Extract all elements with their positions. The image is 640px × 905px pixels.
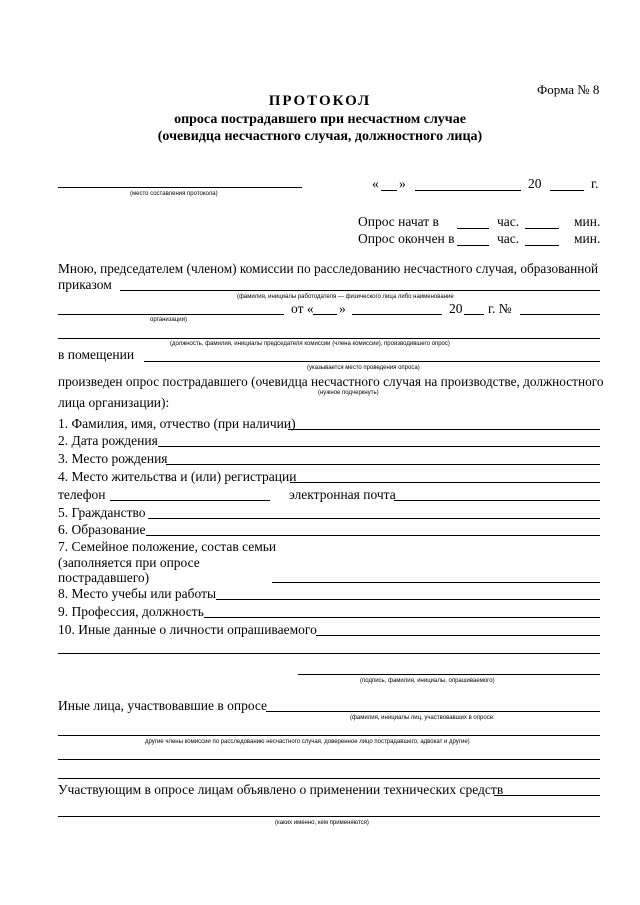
end-hours-unit: час. xyxy=(497,231,520,246)
birth-date-field[interactable] xyxy=(158,446,600,447)
date-quote-close: » xyxy=(399,176,406,191)
citizenship-label: 5. Гражданство xyxy=(58,505,146,520)
phone-label: телефон xyxy=(58,487,106,502)
others-field-3[interactable] xyxy=(58,759,600,760)
order-day-field[interactable] xyxy=(313,314,337,315)
date-day-field[interactable] xyxy=(381,190,397,191)
email-field[interactable] xyxy=(394,500,600,501)
family-note-2: пострадавшего) xyxy=(58,570,150,585)
start-minute-field[interactable] xyxy=(525,228,559,229)
other-data-label: 10. Иные данные о личности опрашиваемого xyxy=(58,622,317,637)
birth-place-field[interactable] xyxy=(166,464,600,465)
tech-field[interactable] xyxy=(494,795,600,796)
year-prefix: 20 xyxy=(528,176,542,191)
family-label: 7. Семейное положение, состав семьи xyxy=(58,539,277,554)
order-year-prefix: 20 xyxy=(449,301,463,316)
others-hint-2: другие члены комиссии по расследованию несчастного случая, доверенное лицо пострадавшего, адвокат и другие) xyxy=(145,739,470,745)
start-label: Опрос начат в xyxy=(358,214,439,229)
document-subtitle-1: опроса пострадавшего при несчастном случае xyxy=(174,112,466,127)
tech-line: Участвующим в опросе лицам объявлено о применении технических средств xyxy=(58,782,504,797)
full-name-label: 1. Фамилия, имя, отчество (при наличии) xyxy=(58,416,296,431)
birth-place-label: 3. Место рождения xyxy=(58,451,168,466)
order-year-field[interactable] xyxy=(464,314,484,315)
order-field[interactable] xyxy=(120,290,600,291)
room-label: в помещении xyxy=(58,347,135,362)
org-hint: организации) xyxy=(150,317,187,323)
tech-field-2[interactable] xyxy=(58,816,600,817)
workplace-label: 8. Место учебы или работы xyxy=(58,586,217,601)
organization-field[interactable] xyxy=(58,314,284,315)
start-hours-unit: час. xyxy=(497,214,520,229)
from-label: от « xyxy=(291,301,314,316)
place-hint: (место составления протокола) xyxy=(130,191,218,197)
residence-label: 4. Место жительства и (или) регистрации xyxy=(58,469,297,484)
start-minutes-unit: мин. xyxy=(574,214,601,229)
tech-hint: (каких именно, кем применяются) xyxy=(275,820,369,826)
profession-label: 9. Профессия, должность xyxy=(58,604,204,619)
end-minute-field[interactable] xyxy=(525,245,559,246)
education-label: 6. Образование xyxy=(58,522,146,537)
place-field[interactable] xyxy=(58,187,302,188)
official-line: лица организации): xyxy=(58,395,170,410)
room-hint: (указывается место проведения опроса) xyxy=(307,365,420,371)
room-field[interactable] xyxy=(144,361,600,362)
family-note-1: (заполняется при опросе xyxy=(58,555,200,570)
others-label: Иные лица, участвовавшие в опросе xyxy=(58,698,268,713)
email-label: электронная почта xyxy=(289,487,396,502)
document-subtitle-2: (очевидца несчастного случая, должностного лица) xyxy=(157,129,483,144)
underline-hint: (нужное подчеркнуть) xyxy=(318,390,379,396)
full-name-field[interactable] xyxy=(288,429,600,430)
end-hour-field[interactable] xyxy=(457,245,489,246)
form-number: Форма № 8 xyxy=(537,82,600,97)
date-year-field[interactable] xyxy=(550,190,584,191)
from-close: » xyxy=(339,301,346,316)
intro-line: Мною, председателем (членом) комиссии по расследованию несчастного случая, образованной xyxy=(58,261,599,276)
signature-hint: (подпись, фамилия, инициалы, опрашиваемого) xyxy=(360,678,495,684)
order-label: приказом xyxy=(58,277,112,292)
other-data-field[interactable] xyxy=(316,635,600,636)
position-hint: (должность, фамилия, инициалы председателя комиссии (члена комиссии), производившего опрос) xyxy=(170,341,450,347)
order-year-number-label: г. № xyxy=(488,301,512,316)
others-hint: (фамилия, инициалы лиц, участвовавших в опросе: xyxy=(350,715,495,721)
education-field[interactable] xyxy=(146,535,600,536)
end-label: Опрос окончен в xyxy=(358,231,455,246)
end-minutes-unit: мин. xyxy=(574,231,601,246)
order-month-field[interactable] xyxy=(352,314,442,315)
date-quote-open: « xyxy=(372,176,379,191)
others-field-2[interactable] xyxy=(58,735,600,736)
phone-field[interactable] xyxy=(110,500,270,501)
profession-field[interactable] xyxy=(204,617,600,618)
date-month-field[interactable] xyxy=(415,190,521,191)
interviewer-field[interactable] xyxy=(58,338,600,339)
start-hour-field[interactable] xyxy=(457,228,489,229)
residence-field[interactable] xyxy=(290,482,600,483)
document-title: ПРОТОКОЛ xyxy=(268,93,372,109)
others-field-4[interactable] xyxy=(58,778,600,779)
birth-date-label: 2. Дата рождения xyxy=(58,433,158,448)
others-field[interactable] xyxy=(266,711,600,712)
year-suffix: г. xyxy=(591,176,599,191)
workplace-field[interactable] xyxy=(216,599,600,600)
citizenship-field[interactable] xyxy=(148,518,600,519)
other-data-field-2[interactable] xyxy=(58,653,600,654)
family-field[interactable] xyxy=(272,582,600,583)
conducted-line: произведен опрос пострадавшего (очевидца несчастного случая на производстве, должностного xyxy=(58,374,604,389)
employer-hint: (фамилия, инициалы работодателя — физического лица либо наименование xyxy=(237,294,454,300)
signature-field[interactable] xyxy=(298,674,600,675)
order-number-field[interactable] xyxy=(520,314,600,315)
